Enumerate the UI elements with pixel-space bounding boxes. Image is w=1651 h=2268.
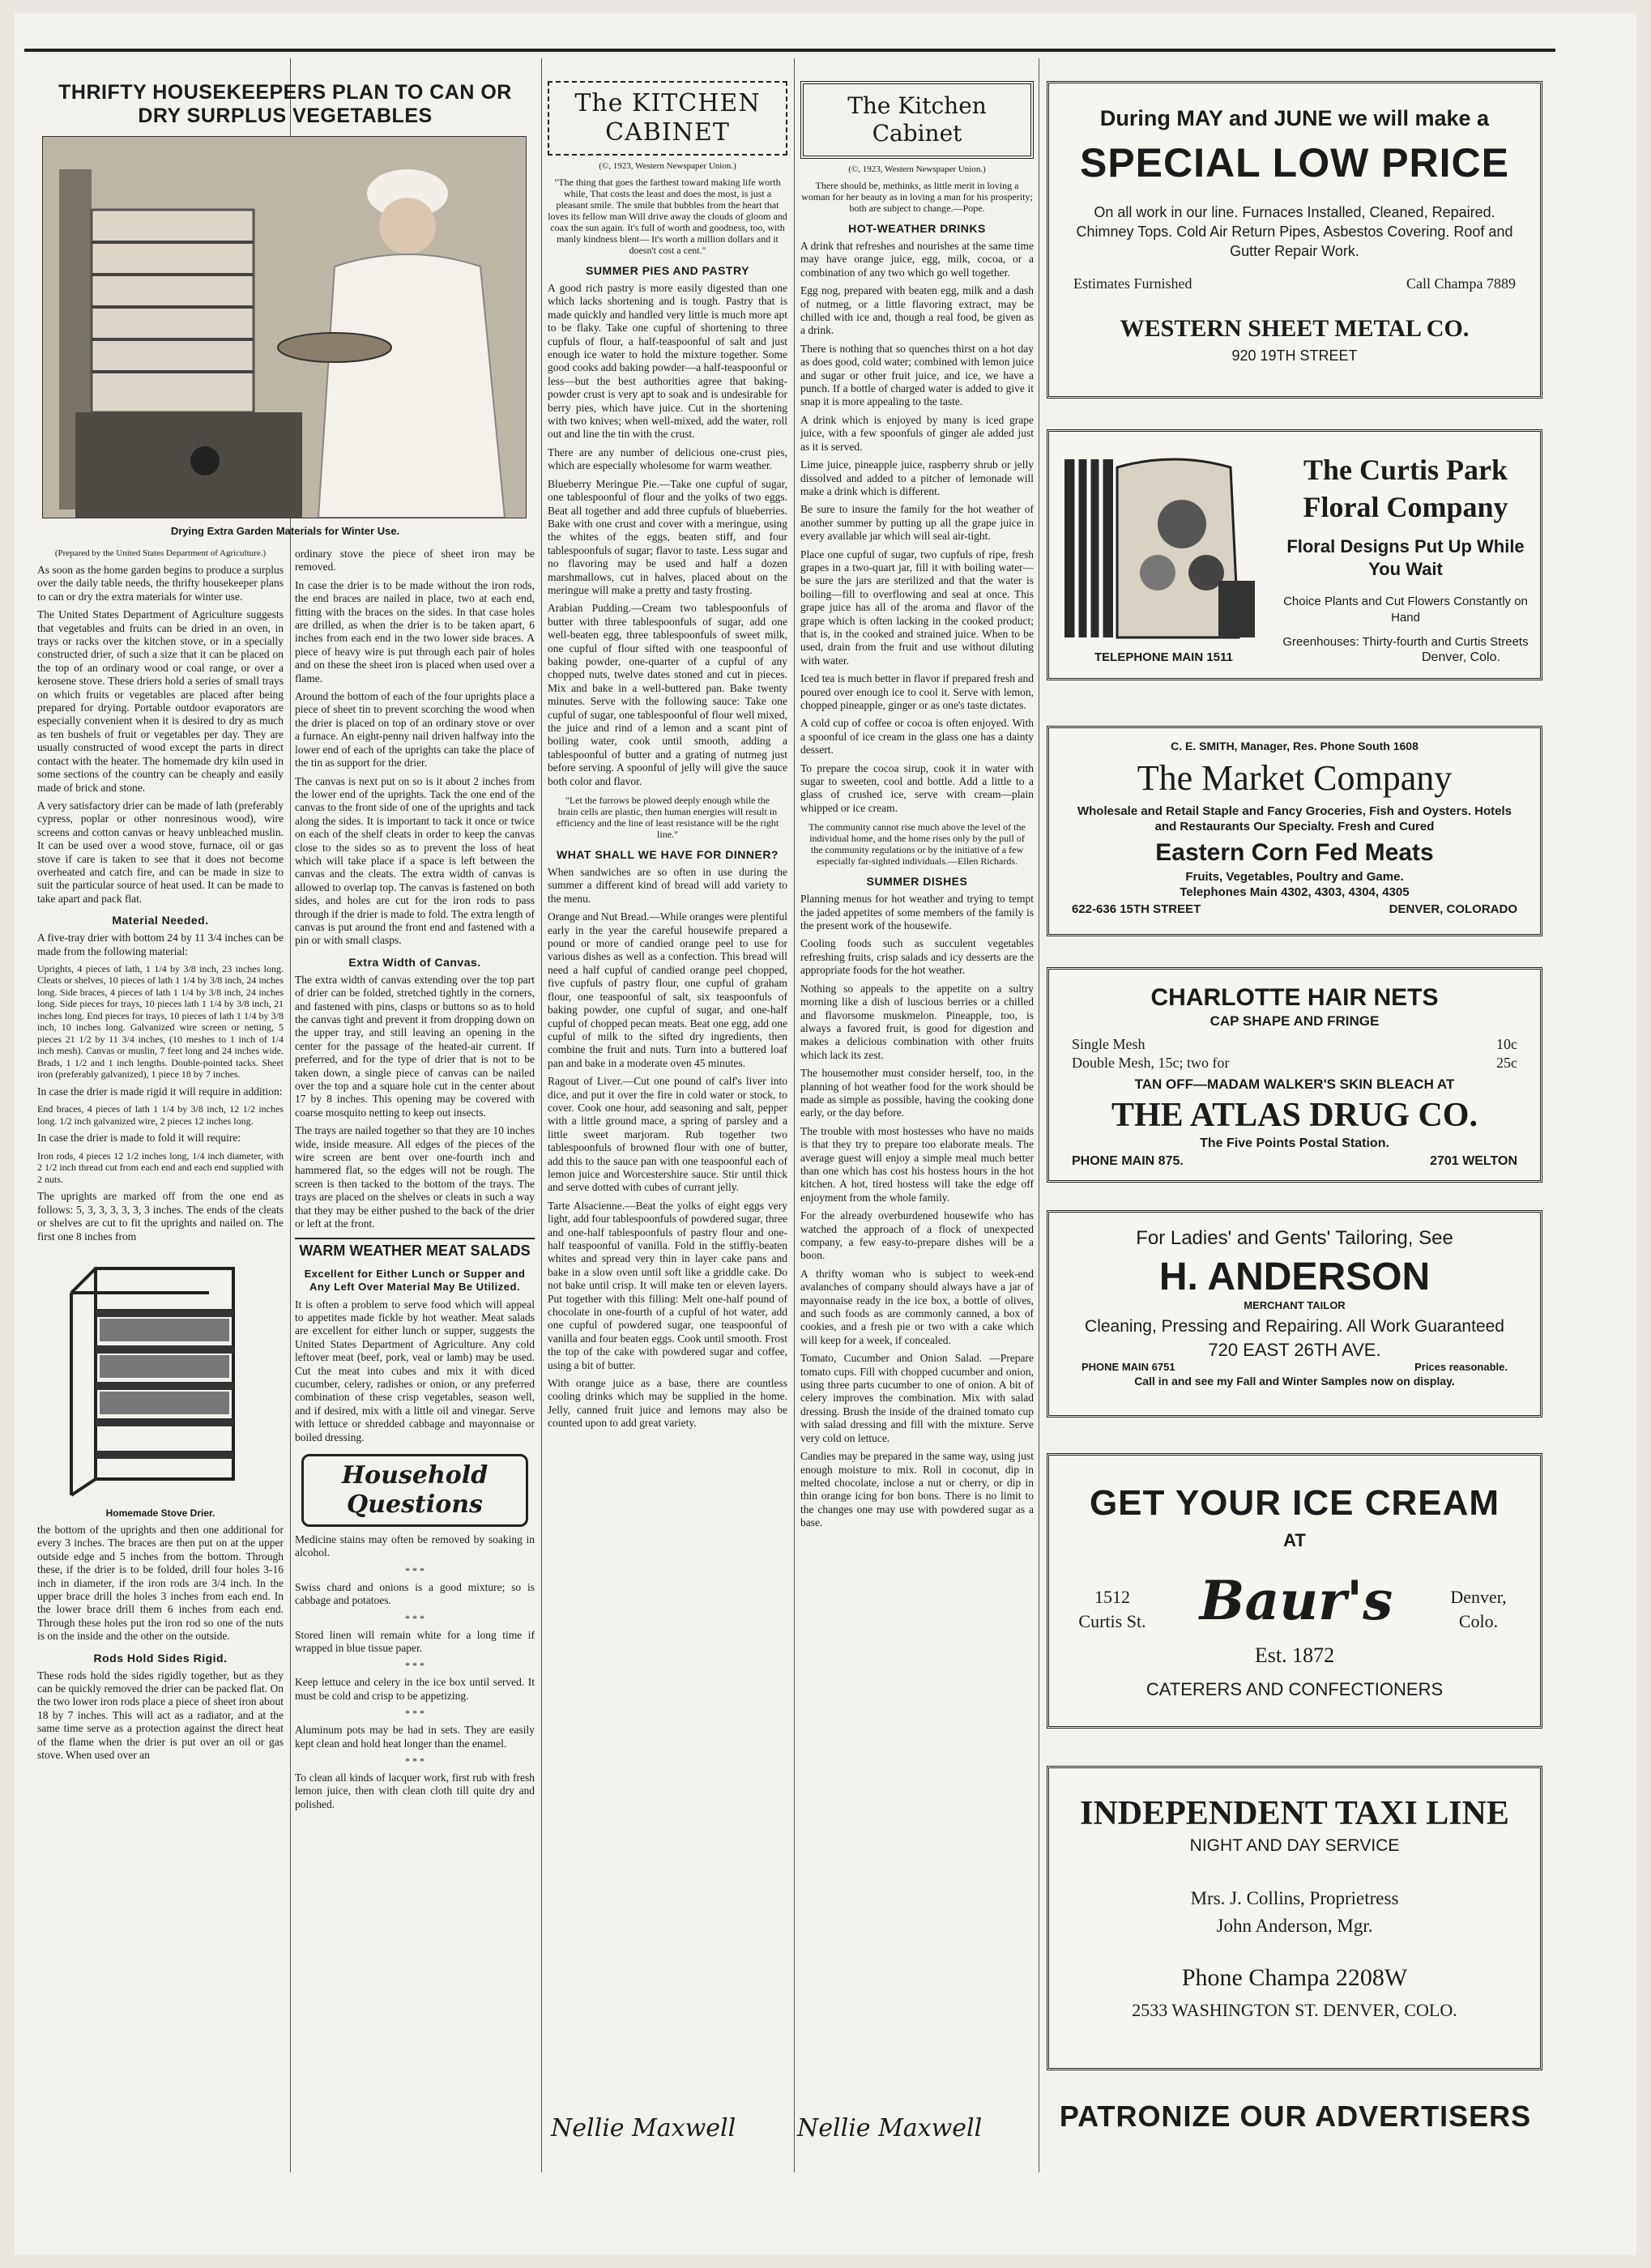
paragraph: Cooling foods such as succulent vegetables refreshing fruits, crisp salads and icy desserts are the appropriate foods for the hot weather. xyxy=(800,937,1034,977)
ad-line: CATERERS AND CONFECTIONERS xyxy=(1145,1679,1444,1699)
paragraph: A five-tray drier with bottom 24 by 11 3/4 inches can be made from the following material: xyxy=(37,932,284,957)
ad-address: 1512 Curtis St. xyxy=(1078,1587,1146,1631)
kitchen-cabinet-title: The KITCHEN CABINET xyxy=(548,81,787,156)
paragraph: In case the drier is made rigid it will require in addition: xyxy=(37,1085,283,1098)
ad-address: 720 EAST 26TH AVE. xyxy=(1208,1340,1381,1360)
column-1-body xyxy=(37,548,284,2168)
separator: * * * xyxy=(405,1707,424,1720)
article-headline: THRIFTY HOUSEKEEPERS PLAN TO CAN OR DRY SURPLUS VEGETABLES xyxy=(58,81,512,127)
woman-with-drier-illustration xyxy=(43,137,526,518)
subheading: Rods Hold Sides Rigid. xyxy=(93,1651,228,1665)
ad-line: John Anderson, Mgr. xyxy=(1216,1916,1373,1936)
paragraph: A good rich pastry is more easily digested than one which lacks shortening and is tough. Pastry that is made quickly and handled very little is much more apt to be flaky. Take one cupful of shortening to three cupfuls of flour, a half-teaspoonful of salt and just enough ice water to hold the mixture together. Some good cooks add baking powder—a half-teaspoonful or less—but the best authorities agree that baking-powder crust is very apt to soak and is undesirable for berry pies, which have juice. Cut in the shortening with two knives; when well-mixed, add the water, roll out and line the tin with the crust. xyxy=(548,282,787,441)
ad-headline: Floral Company xyxy=(1303,491,1508,523)
paragraph: A drink which is enjoyed by many is iced grape juice, with a few spoonfuls of ginger ale added just as it is served. xyxy=(800,413,1034,453)
ad-address: 2701 WELTON xyxy=(1430,1154,1517,1168)
ad-phone: PHONE MAIN 6751 xyxy=(1081,1361,1175,1373)
column-4-kitchen-cabinet xyxy=(800,81,1034,2171)
ad-company-name: WESTERN SHEET METAL CO. xyxy=(1120,315,1470,342)
ad-curtis-park-floral xyxy=(1047,429,1542,680)
paragraph: Nothing so appeals to the appetite on a sultry morning like a dish of luscious berries or a chilled and flavorsome muskmelon. Pineapple, too, is always a favored fruit, is good for digestion and makes a delicious combination with other fruits which lack its zest. xyxy=(800,982,1034,1061)
paragraph: With orange juice as a base, there are countless cooling drinks which may be supplied in the home. Jelly, canned fruit juice and lemons may also be counted upon to add great variety. xyxy=(548,1377,787,1430)
ad-row xyxy=(1073,275,1516,292)
ad-line: Greenhouses: Thirty-fourth and Curtis Streets xyxy=(1282,635,1529,649)
ad-western-sheet-metal xyxy=(1047,81,1542,399)
paragraph: The United States Department of Agriculture suggests that vegetables and fruits can be dried in an oven, in trays or racks over the kitchen stove, or in a specially constructed drier, of such a size that it can be placed on the top of an ordinary wood or coal range, or over a kerosene stove. These driers hold a series of small trays on which fruits or vegetables are placed after being prepared for drying. Portable outdoor evaporators are especially convenient when it is desired to dry as much as ten bushels of fruit or vegetables per day. They are usually constructed of wood except the parts in direct contact with the heater. The homemade dry kiln used in some sections of the country can be cheaply and easily made of brick and stone. xyxy=(37,608,284,794)
paragraph: There is nothing that so quenches thirst on a hot day as does good, cold water; combined with lemon juice and sugar or other fruit juice, and ice, we have a punch. If a bottle of charged water is added to give it snap it is more appealing to the taste. xyxy=(800,342,1034,408)
paragraph: Tarte Alsacienne.—Beat the yolks of eight eggs very light, add four tablespoonfuls of powdered sugar, three and one-half tablespoonfuls of pastry flour and one-half teaspoonful of vanilla. Fold in the stiffly-beaten whites and spread very thin in layer cake pans and bake in a slow oven until soft like a griddle cake. Do not bake until crisp. It will make ten or eleven layers. Put together with this filling: Melt one-half pound of chocolate in one-fourth of a cupful of hot water, add one cupful of powdered sugar, one teaspoonful of vanilla and four beaten eggs. Cook until smooth. Frost the top of the cake with powdered sugar and coffee, using a bit of butter. xyxy=(548,1199,787,1371)
tip: Stored linen will remain white for a long time if wrapped in blue tissue paper. xyxy=(295,1628,535,1654)
paragraph: A cold cup of coffee or cocoa is often enjoyed. With a spoonful of ice cream in the glass one has a dainty dessert. xyxy=(800,717,1034,757)
ad-line: Prices reasonable. xyxy=(1414,1361,1508,1373)
article-thrifty-housekeepers xyxy=(42,81,528,537)
ad-line: Est. 1872 xyxy=(1254,1643,1335,1667)
ad-independent-taxi xyxy=(1047,1766,1542,2070)
subheading: SUMMER DISHES xyxy=(866,875,968,889)
subheading: HOT-WEATHER DRINKS xyxy=(848,222,986,235)
ad-phone: Phone Champa 2208W xyxy=(1181,1964,1408,1991)
ad-market-company xyxy=(1047,726,1542,936)
quote: There should be, methinks, as little merit in loving a woman for her beauty as in loving a man for his prosperity; both are subject to change.—Pope. xyxy=(801,180,1033,214)
price-row xyxy=(1072,1036,1517,1053)
ad-line: MERCHANT TAILOR xyxy=(1244,1299,1346,1311)
copyright: (©, 1923, Western Newspaper Union.) xyxy=(599,161,736,171)
article-credit: (Prepared by the United States Department of Agriculture.) xyxy=(54,548,267,558)
ad-address: DENVER, COLORADO xyxy=(1389,902,1517,916)
baurs-logo: Baur's xyxy=(1199,1569,1393,1632)
ad-phone: Telephones Main 4302, 4303, 4304, 4305 xyxy=(1180,885,1410,899)
ad-line: AT xyxy=(1283,1530,1306,1550)
ad-headline: SPECIAL LOW PRICE xyxy=(1079,140,1509,185)
paragraph: It is often a problem to serve food which will appeal to appetites made fickle by hot weather. Meat salads are excellent for either lunch or supper, suggests the United States Department of Agriculture. Any cold leftover meat (beef, pork, veal or lamb) may be used. Cut the meat into cubes and mix it with diced cucumber, celery, radishes or onion, or any preferred combination of these crisp vegetables, season well, and if desired, mix with a little oil and vinegar. Serve with lettuce or shredded cabbage and mayonnaise or boiled dressing. xyxy=(295,1298,535,1443)
ad-headline: CHARLOTTE HAIR NETS xyxy=(1150,984,1439,1011)
paragraph: Ragout of Liver.—Cut one pound of calf's liver into dice, and put it over the fire in cold water or stock, to cover. Cook one hour, add seasoning and salt, pepper with a little ground mace, a spring of parsley and a little sweet marjoram. Rub together two tablespoonfuls of browned flour with one of butter, add this to the sauce pan with one teaspoonful each of lemon juice and Worcestershire sauce. Stir until thick and serve dotted with cubes of currant jelly. xyxy=(548,1075,787,1194)
paragraph: The uprights are marked off from the one end as follows: 5, 3, 3, 3, 3, 3, 3 inches. The ends of the cleats or shelves are cut to fit the uprights and nailed on. The first one 8 inches from xyxy=(37,1190,284,1243)
paragraph: ordinary stove the piece of sheet iron may be removed. xyxy=(295,548,535,573)
ad-line: During MAY and JUNE we will make a xyxy=(1099,106,1490,130)
kitchen-cabinet-title: The Kitchen Cabinet xyxy=(800,81,1034,159)
paragraph: A thrifty woman who is subject to week-end avalanches of company should always have a jar of mayonnaise ready in the ice box, a bottle of olives, and such foods as are commonly canned, a box of cookies, and a fresh pie or two with a cake which will keep for a week, if concealed. xyxy=(800,1267,1034,1346)
price-row xyxy=(1072,1055,1517,1072)
ad-line: Floral Designs Put Up While You Wait xyxy=(1286,536,1525,579)
ad-atlas-drug xyxy=(1047,967,1542,1183)
ad-line: The Five Points Postal Station. xyxy=(1200,1136,1389,1150)
drier-illustration xyxy=(37,1248,284,1507)
separator: * * * xyxy=(405,1564,424,1576)
ad-company-name: THE ATLAS DRUG CO. xyxy=(1111,1097,1478,1134)
household-questions-banner: Household Questions xyxy=(301,1454,528,1527)
paragraph: Planning menus for hot weather and trying to tempt the jaded appetites of some members of the family is the present work of the housewife. xyxy=(800,893,1034,932)
copyright: (©, 1923, Western Newspaper Union.) xyxy=(848,164,986,174)
ad-address: 622-636 15TH STREET xyxy=(1072,902,1201,916)
subheading: SUMMER PIES AND PASTRY xyxy=(586,264,749,277)
ad-headline: GET YOUR ICE CREAM xyxy=(1089,1483,1500,1523)
paragraph: The extra width of canvas extending over the top part of drier can be folded, stretched tightly in the corners, and fastened with pins, clasps or buttons so as to hold the canvas tight and prevent it from dropping down on the upper tray, and still leaving an opening in the center for the passage of the heated-air current. If preferred, and for the type of drier that is not to be taken down, a single piece of canvas can be nailed over the top and a square hole cut in the center about 17 by 8 inches. This opening may be covered with coarse mosquito netting to keep out insects. xyxy=(295,973,535,1119)
paragraph: A very satisfactory drier can be made of lath (preferably cypress, poplar or other nonresinous wood), wire screens and cotton canvas or heavy unbleached muslin. It can be used over a wood stove, furnace, oil or gas stove if care is taken to see that it does not become overheated and catch fire, and can be made in size to suit the particular source of heat used. It can be made to take apart and pack flat. xyxy=(37,799,284,905)
ad-row xyxy=(1072,1154,1517,1169)
tip: Aluminum pots may be had in sets. They are easily kept clean and hold heat longer than the enamel. xyxy=(295,1724,535,1750)
paragraph: Candies may be prepared in the same way, using just enough moisture to mix. Roll in coconut, dip in melted chocolate, inclose a nut or cherry, or dip in thin orange icing for bon bons. There is no limit to the changes one may use with powdered sugar as a base. xyxy=(800,1450,1034,1529)
ad-address: Denver, Colo. xyxy=(1450,1587,1507,1631)
ad-line: NIGHT AND DAY SERVICE xyxy=(1189,1836,1400,1855)
signature-nellie-maxwell: Nellie Maxwell xyxy=(551,2114,736,2142)
floral-illustration xyxy=(1060,451,1263,646)
paragraph: The trays are nailed together so that they are 10 inches wide, inside measure. All edges of the pieces of the wire screen are bent over one-fourth inch and hammered flat, so the edges will not be rough. The screen is then tacked to the bottom of the trays. The trays are placed on the shelves or cleats in such a way that they may be either pushed to the back of the drier or left at the front. xyxy=(295,1124,535,1230)
tip: To clean all kinds of lacquer work, first rub with fresh lemon juice, then with clean cloth till quite dry and polished. xyxy=(295,1771,535,1810)
ad-phone: Call Champa 7889 xyxy=(1406,275,1516,292)
column-rule xyxy=(541,58,542,2172)
price-value: 25c xyxy=(1496,1055,1517,1071)
paragraph: As soon as the home garden begins to produce a surplus over the daily table needs, the thrifty housekeeper plans to can or dry the extra materials for winter use. xyxy=(37,564,284,603)
price-label: Double Mesh, 15c; two for xyxy=(1072,1055,1230,1071)
paragraph: Blueberry Meringue Pie.—Take one cupful of sugar, one tablespoonful of flour and the yolks of two eggs. Beat all together and add three cupfuls of blueberries. Bake with one crust and cover with a meringue, using the whites of the eggs, beaten stiff, and four tablespoonfuls of sugar; flavor to taste. Less sugar and no flavoring may be used and half a dozen marshmallows, cut in halves, placed about on the meringue will make a pretty and tasty frosting. xyxy=(548,477,787,596)
ad-line: On all work in our line. Furnaces Installed, Cleaned, Repaired. Chimney Tops. Cold Air Return Pipes, Asbestos Covering. Roof and Gutter Repair Work. xyxy=(1076,204,1513,259)
column-rule xyxy=(794,58,795,2172)
ad-phone: TELEPHONE MAIN 1511 xyxy=(1094,650,1233,664)
ad-address: 2533 WASHINGTON ST. DENVER, COLO. xyxy=(1132,2000,1457,2020)
paragraph: The canvas is next put on so is it about 2 inches from the lower end of the uprights. Tack the one end of the canvas to the front side of one of the uprights and tack along the sides. It is important to tack it once or twice on each of the shelf cleats in order to keep the canvas close to the sides so as to prevent the loss of heat which will take place if a space is left between the canvas and the cleats. The extra width of canvas is allowed to overlap top. The canvas is fastened on both sides, and holes are cut for the iron rods to pass through if the drier is made to fold. The extra length of canvas is put around the front end and fastened with a pin or with small clasps. xyxy=(295,774,535,947)
ad-line: C. E. SMITH, Manager, Res. Phone South 1608 xyxy=(1171,740,1418,752)
subheading: Extra Width of Canvas. xyxy=(348,955,481,969)
subheading: WHAT SHALL WE HAVE FOR DINNER? xyxy=(557,848,779,862)
paragraph: Lime juice, pineapple juice, raspberry shrub or jelly dissolved and added to a pitcher of lemonade will make a drink which is different. xyxy=(800,458,1034,497)
ad-line: Estimates Furnished xyxy=(1073,275,1192,292)
quote: The community cannot rise much above the level of the individual home, and the home rises only by the pull of the community regulations or by the initiative of a few especially far-sighted individuals.—Ellen Richards. xyxy=(808,821,1026,868)
photo-drying-garden-materials xyxy=(42,136,527,518)
separator: * * * xyxy=(405,1612,424,1624)
column-3-kitchen-cabinet xyxy=(548,81,787,2171)
paragraph: Tomato, Cucumber and Onion Salad. —Prepare tomato cups. Fill with chopped cucumber and onion, using three parts cucumber to one of onion. A bit of celery improves the combination. Mix with salad dressing. Brush the inside of the drained tomato cup with salad dressing and fill with the mixture. Serve very cold on lettuce. xyxy=(800,1352,1034,1444)
ad-phone: PHONE MAIN 875. xyxy=(1072,1154,1184,1168)
ad-company-name: H. ANDERSON xyxy=(1158,1256,1431,1298)
photo-caption: Drying Extra Garden Materials for Winter Use. xyxy=(170,525,400,537)
ad-h-anderson xyxy=(1047,1210,1542,1418)
divider xyxy=(295,1238,535,1239)
separator: * * * xyxy=(405,1660,424,1672)
material-list: End braces, 4 pieces of lath 1 1/4 by 3/8 inch, 12 1/2 inches long. 1/2 inch galvanized wire, 2 pieces 12 inches long. xyxy=(37,1103,284,1127)
signature-nellie-maxwell: Nellie Maxwell xyxy=(797,2114,983,2142)
ad-headline: The Curtis Park xyxy=(1303,454,1508,486)
paragraph: In case the drier is made to fold it will require: xyxy=(37,1132,241,1145)
paragraph: the bottom of the uprights and then one additional for every 3 inches. The braces are then put on at the upper outside edge and 5 inches from the bottom. Through these, if the drier is to be folded, drill four holes 3-16 inch in diameter, if the iron rods are 3/4 inch. In the upper brace drill the holes 3 inches from each end. In the lower brace drill them 6 inches from each end. Through these holes put the iron rod so one of the nuts is on the inside and the other on the outside. xyxy=(37,1523,284,1643)
price-value: 10c xyxy=(1496,1036,1517,1052)
top-rule xyxy=(24,49,1555,52)
price-label: Single Mesh xyxy=(1072,1036,1145,1052)
ad-line: Fruits, Vegetables, Poultry and Game. xyxy=(1185,870,1404,884)
paragraph: For the already overburdened housewife who has watched the approach of a flock of unexpected company, a few easy-to-prepare dishes will be a boon. xyxy=(800,1209,1034,1262)
paragraph: Arabian Pudding.—Cream two tablespoonfuls of butter with three tablespoonfuls of sugar, add one well-beaten egg, three tablespoonfuls of sweet milk, one cupful of flour sifted with one teaspoonful of baking powder, one-quarter of a cupful of any chopped nuts, twelve dates stoned and cut in pieces. Mix and bake in a well-buttered pan. Bake twenty minutes. Serve with the following sauce: Take one cupful of sugar, one tablespoonful of flour well mixed, the juice and rind of a lemon and a scant pint of boiling water, cook until smooth, adding a tablespoonful of butter and a grating of nutmeg just before serving. A spoonful of jelly will give the sauce both color and flavor. xyxy=(548,602,787,787)
ad-line: TAN OFF—MADAM WALKER'S SKIN BLEACH AT xyxy=(1134,1076,1455,1092)
ad-headline: The Market Company xyxy=(1137,758,1453,798)
stove-drier-drawing xyxy=(63,1252,258,1503)
floral-text xyxy=(1276,451,1535,650)
poem: "The thing that goes the farthest toward making life worth while, That costs the least and does the most, is just a pleasant smile. The smile that bubbles from the heart that loves its fellow man Will drive away the clouds of gloom and coax the sun again. It's full of worth and goodness, too, with manly kindness blent— It's worth a million dollars and it doesn't cost a cent." xyxy=(548,177,787,256)
ad-headline: INDEPENDENT TAXI LINE xyxy=(1080,1795,1509,1832)
ad-line: Call in and see my Fall and Winter Samples now on display. xyxy=(1134,1375,1455,1388)
ad-line: Cleaning, Pressing and Repairing. All Work Guaranteed xyxy=(1085,1317,1504,1336)
column-2-body xyxy=(295,548,535,2168)
ad-line: Mrs. J. Collins, Proprietress xyxy=(1190,1888,1399,1908)
meat-salads-subhead: Excellent for Either Lunch or Supper and Any Left Over Material May Be Utilized. xyxy=(304,1267,526,1293)
paragraph: A drink that refreshes and nourishes at the same time may have orange juice, egg, milk, cocoa, or a combination of any two which go well together. xyxy=(800,240,1034,279)
paragraph: The trouble with most hostesses who have no maids is that they try to prepare too elaborate meals. The average guest will enjoy a simple meal much better than one which has cost his hostess hours in the hot kitchen. A hot, tired hostess will take the edge off enjoyment from the whole family. xyxy=(800,1124,1034,1204)
quote: "Let the furrows be plowed deeply enough while the brain cells are plastic, then human energies will result in efficiency and the line of least resistance will be the right line." xyxy=(556,795,779,841)
tip: Keep lettuce and celery in the ice box until served. It must be cold and crisp to be appetizing. xyxy=(295,1676,535,1702)
paragraph: Egg nog, prepared with beaten egg, milk and a dash of nutmeg, or a little flavoring extract, may be chilled with ice and, though a real food, be given as a drink. xyxy=(800,284,1034,337)
paragraph: Place one cupful of sugar, two cupfuls of ripe, fresh grapes in a two-quart jar, fill it with boiling water—be sure the jars are sterilized and that the water is boiling—fill to overflowing and seal at once. This grape juice has all of the aroma and flavor of the grape which is often lacking in the cooked product; that is, in the cooked and strained juice. When to be used, drain from the fruit and use without diluting with water. xyxy=(800,548,1034,667)
separator: * * * xyxy=(405,1755,424,1767)
paragraph: Around the bottom of each of the four uprights place a piece of sheet tin to prevent scorching the wood when the drier is placed on top of an ordinary stove or over a furnace. An eight-penny nail driven halfway into the lower end of each of the uprights can take the place of the tin as support for the drier. xyxy=(295,690,535,770)
ad-line: CAP SHAPE AND FRINGE xyxy=(1209,1013,1380,1029)
paragraph: Orange and Nut Bread.—While oranges were plentiful early in the year the careful housewife prepared a pound or more of candied orange peel to use for various dishes as well as a confection. This bread will need a half cupful of candied orange peel chopped, five cupfuls of pastry flour, one cupful of graham flour, one teaspoonful of salt, six teaspoonfuls of baking powder, one cupful of sugar, and one-half cupful of chopped pecan meats. Beat one egg, add one cupful of milk to the sifted dry ingredients, then combine the fruit and nuts. Turn into a buttered loaf pan and bake in a moderate oven 45 minutes. xyxy=(548,910,787,1069)
meat-salads-headline: WARM WEATHER MEAT SALADS xyxy=(299,1242,531,1259)
tip: Swiss chard and onions is a good mixture; so is cabbage and potatoes. xyxy=(295,1580,535,1607)
subheading: Material Needed. xyxy=(112,914,209,927)
ad-address: 920 19TH STREET xyxy=(1231,347,1358,364)
footer-patronize: PATRONIZE OUR ADVERTISERS xyxy=(1059,2100,1532,2133)
paragraph: The housemother must consider herself, too, in the planning of hot weather food for the work should be made as simple as possible, having the cooking done early, or the day before. xyxy=(800,1067,1034,1119)
material-list: Iron rods, 4 pieces 12 1/2 inches long, 1/4 inch diameter, with 2 1/2 inch thread cut from each end and each end supplied with 2 nuts. xyxy=(37,1149,284,1185)
paragraph: When sandwiches are so often in use during the summer a different kind of bread will add variety to the menu. xyxy=(548,866,787,905)
paragraph: Be sure to insure the family for the hot weather of another summer by putting up all the grape juice in every available jar which will seal air-tight. xyxy=(800,503,1034,543)
tip: Medicine stains may often be removed by soaking in alcohol. xyxy=(295,1533,535,1559)
paragraph: To prepare the cocoa sirup, cook it in water with sugar to sweeten, cool and bottle. Add a little to a glass of crushed ice, serve with cream—plain whipped or ice cream. xyxy=(800,761,1034,814)
ad-address: Denver, Colo. xyxy=(1422,650,1500,664)
paragraph: These rods hold the sides rigidly together, but as they can be quickly removed the drier can be packed flat. On the two lower iron rods place a piece of sheet iron about 18 by 7 inches. This will act as a radiator, and at the same time serve as a protection against the direct heat of the flame when the drier is put over an oil or gas stove. When used over an xyxy=(37,1669,284,1761)
ad-line: For Ladies' and Gents' Tailoring, See xyxy=(1136,1227,1453,1249)
ad-line: Eastern Corn Fed Meats xyxy=(1155,839,1434,866)
ad-line: Wholesale and Retail Staple and Fancy Groceries, Fish and Oysters. Hotels and Restaurants Our Specialty. Fresh and Cured xyxy=(1077,804,1512,833)
ad-row xyxy=(1072,902,1517,916)
ad-row xyxy=(1081,1361,1508,1373)
drier-caption: Homemade Stove Drier. xyxy=(105,1507,215,1519)
ad-baurs xyxy=(1047,1453,1542,1729)
paragraph: There are any number of delicious one-crust pies, which are especially wholesome for warm weather. xyxy=(548,446,787,472)
paragraph: In case the drier is to be made without the iron rods, the end braces are nailed in place, two at each end, fitting with the braces on the sides. In that case holes are drilled, as when the drier is to be taken apart, 6 inches from each end in the two lower side braces. A piece of heavy wire is put through each pair of holes and on these the sheet iron is placed when used over a flame. xyxy=(295,578,535,684)
material-list: Uprights, 4 pieces of lath, 1 1/4 by 3/8 inch, 23 inches long. Cleats or shelves, 10 pieces of lath 1 1/4 by 3/8 inch, 24 inches long. Side braces, 4 pieces of lath 1 1/4 by 3/8 inch, 24 inches long. Side pieces for trays, 10 pieces lath 1 1/4 by 3/8 inch, 21 inches long. End pieces for trays, 10 pieces of lath 1 1/4 by 3/8 inch, 10 inches long. Galvanized wire screen or netting, 5 pieces 21 1/2 by 11 3/4 inches, (10 meshes to 1 inch of 1/4 inch mesh). Canvas or muslin, 7 feet long and 24 inches wide. Brads, 1 1/2 and 1 inch lengths. Double-pointed tacks. Sheet iron (preferably galvanized), 1 piece 18 by 7 inches. xyxy=(37,962,284,1081)
paragraph: Iced tea is much better in flavor if prepared fresh and poured over enough ice to cool it. Serve with lemon, chopped pineapple, ginger or as one's taste dictates. xyxy=(800,672,1034,711)
ad-line: Choice Plants and Cut Flowers Constantly on Hand xyxy=(1283,595,1528,625)
